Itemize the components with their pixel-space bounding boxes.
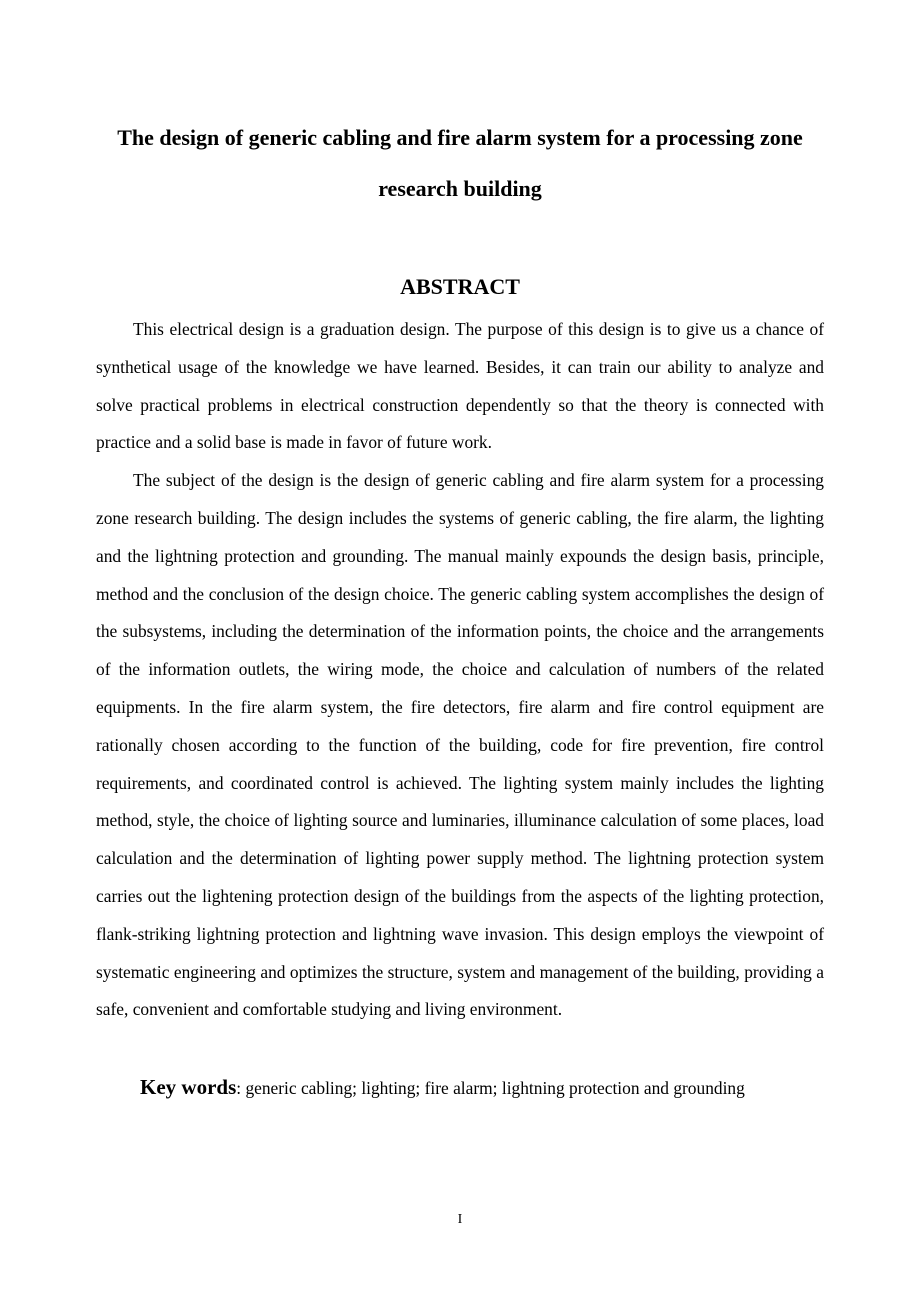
keywords-text: generic cabling; lighting; fire alarm; lightning protection and grounding: [241, 1078, 745, 1098]
title-line-1: The design of generic cabling and fire alarm system for a processing zone: [117, 125, 803, 150]
abstract-paragraph-2: The subject of the design is the design of generic cabling and fire alarm system for a processing zone research building. The design includes the systems of generic cabling, the fire alarm, the lighting and the lightning protection and grounding. The manual mainly expounds the design basis, principle, method and the conclusion of the design choice. The generic cabling system accomplishes the design of the subsystems, including the determination of the information points, the choice and the arrangements of the information outlets, the wiring mode, the choice and calculation of numbers of the related equipments. In the fire alarm system, the fire detectors, fire alarm and fire control equipment are rationally chosen according to the function of the building, code for fire prevention, fire control requirements, and coordinated control is achieved. The lighting system mainly includes the lighting method, style, the choice of lighting source and luminaries, illuminance calculation of some places, load calculation and the determination of lighting power supply method. The lightning protection system carries out the lightening protection design of the buildings from the aspects of the lighting protection, flank-striking lightning protection and lightning wave invasion. This design employs the viewpoint of systematic engineering and optimizes the structure, system and management of the building, providing a safe, convenient and comfortable studying and living environment.: [96, 470, 824, 1020]
abstract-heading: ABSTRACT: [400, 274, 520, 299]
keywords-label: Key words: [140, 1075, 237, 1099]
keywords-separator: :: [236, 1078, 242, 1098]
page-number: I: [457, 1212, 463, 1227]
title-line-2: research building: [378, 176, 542, 201]
keywords-line: [140, 1071, 745, 1104]
abstract-body: [96, 311, 824, 1029]
document-title: [96, 112, 824, 214]
abstract-paragraph-1: This electrical design is a graduation design. The purpose of this design is to give us a chance of synthetical usage of the knowledge we have learned. Besides, it can train our ability to analyze and solve practical problems in electrical construction dependently so that the theory is connected with practice and a solid base is made in favor of future work.: [96, 319, 824, 453]
